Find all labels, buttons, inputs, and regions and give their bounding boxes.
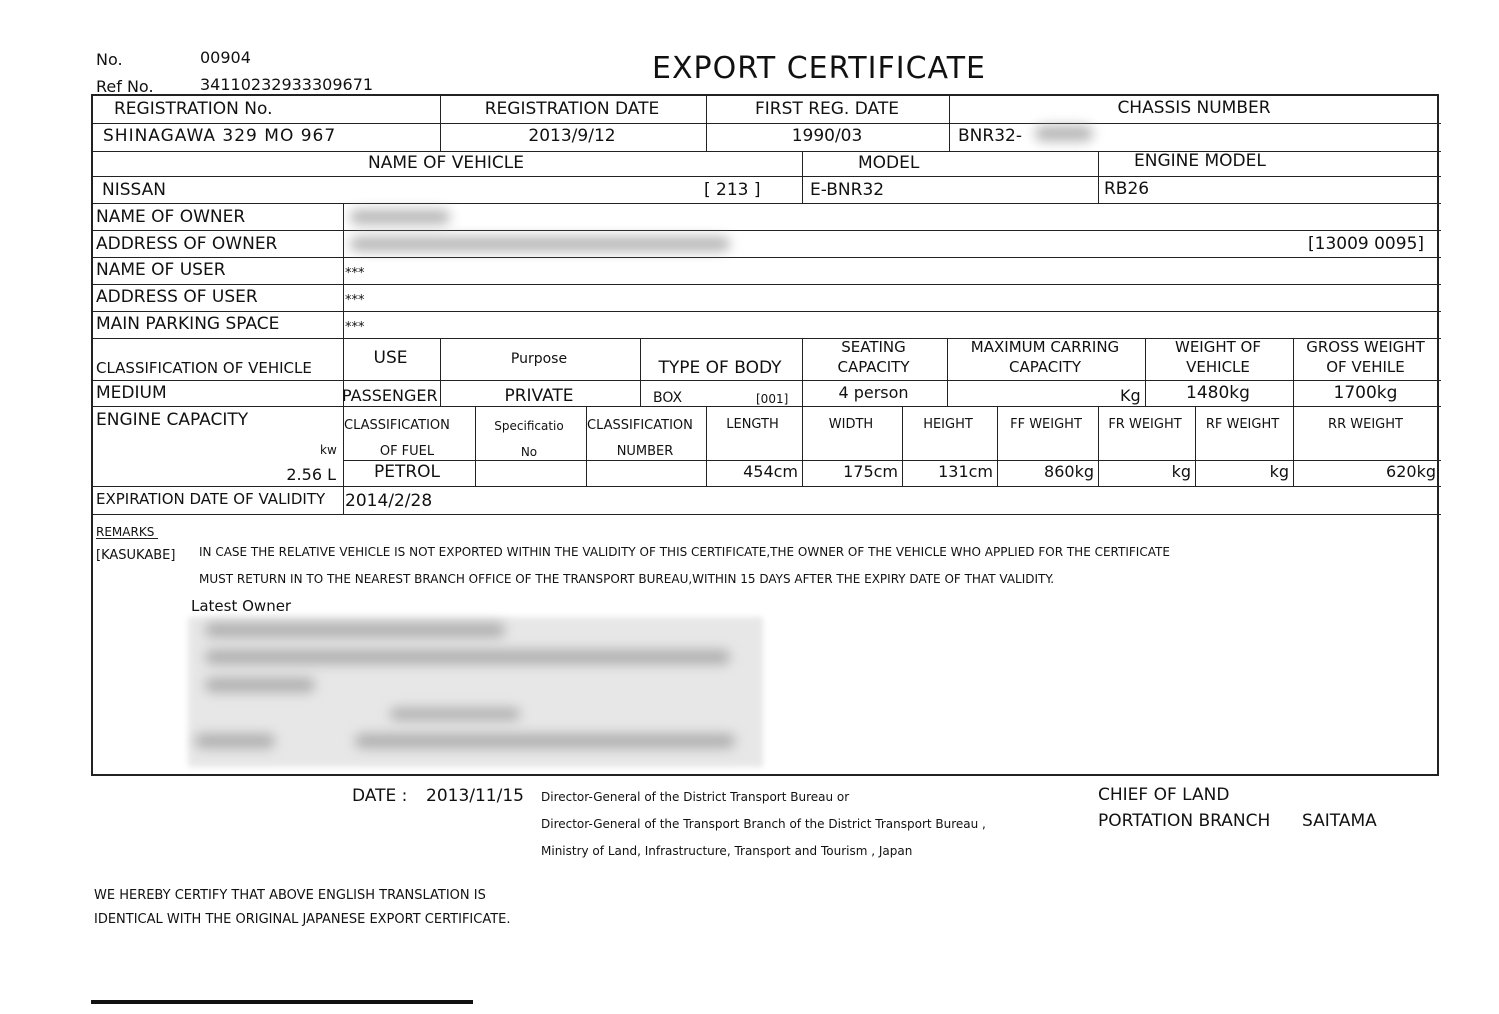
purpose-label: Purpose <box>510 351 568 367</box>
ref-label: Ref No. <box>96 77 154 96</box>
weight-value: 1480kg <box>1186 383 1250 403</box>
weight-label-2: VEHICLE <box>1186 358 1250 376</box>
engine-model-label: ENGINE MODEL <box>1134 151 1266 171</box>
gross-label-2: OF VEHILE <box>1326 358 1405 376</box>
use-label: USE <box>373 348 408 368</box>
reg-no-label: REGISTRATION No. <box>114 99 273 119</box>
purpose-value: PRIVATE <box>504 386 574 406</box>
ff-weight-label: FF WEIGHT <box>1010 417 1082 432</box>
length-label: LENGTH <box>726 417 779 432</box>
reg-date-value: 2013/9/12 <box>528 126 616 146</box>
vehicle-name-label: NAME OF VEHICLE <box>368 153 524 173</box>
parking-label: MAIN PARKING SPACE <box>96 314 280 334</box>
height-value: 131cm <box>938 462 993 481</box>
max-carry-label-1: MAXIMUM CARRING <box>970 338 1120 356</box>
body-label: TYPE OF BODY <box>658 358 782 378</box>
engine-capacity-value: 2.56 L <box>286 465 336 484</box>
first-reg-value: 1990/03 <box>791 126 863 146</box>
rr-weight-value: 620kg <box>1386 462 1436 481</box>
use-value: PASSENGER <box>342 386 438 405</box>
class-value: MEDIUM <box>96 383 167 403</box>
validity-value: 2014/2/28 <box>345 491 433 511</box>
seating-label-1: SEATING <box>841 338 906 356</box>
engine-capacity-label: ENGINE CAPACITY <box>96 410 249 430</box>
max-carry-label-2: CAPACITY <box>1008 358 1082 376</box>
remarks-line-2: MUST RETURN IN TO THE NEAREST BRANCH OFFICE OF THE TRANSPORT BUREAU,WITHIN 15 DAYS AFTER THE EXPIRY DATE OF THAT VALIDITY. <box>199 572 1055 586</box>
owner-address-redaction <box>350 237 730 251</box>
rf-weight-label: RF WEIGHT <box>1205 417 1280 432</box>
certify-line-1: WE HEREBY CERTIFY THAT ABOVE ENGLISH TRANSLATION IS <box>94 888 486 903</box>
length-value: 454cm <box>743 462 798 481</box>
date-value: 2013/11/15 <box>426 786 524 806</box>
latest-owner-label: Latest Owner <box>191 597 292 615</box>
vehicle-code: [ 213 ] <box>704 180 761 200</box>
owner-address-code: [13009 0095] <box>1308 234 1425 254</box>
fuel-label-2: OF FUEL <box>379 444 435 459</box>
user-address-label: ADDRESS OF USER <box>96 287 258 307</box>
chief-line-3: SAITAMA <box>1302 811 1377 831</box>
remarks-office: [KASUKABE] <box>96 548 176 563</box>
class-number-label-2: NUMBER <box>616 444 674 459</box>
ff-weight-value: 860kg <box>1044 462 1094 481</box>
owner-name-label: NAME OF OWNER <box>96 207 246 227</box>
remarks-line-1: IN CASE THE RELATIVE VEHICLE IS NOT EXPORTED WITHIN THE VALIDITY OF THIS CERTIFICATE,THE OWNER OF THE VEHICLE WHO APPLIED FOR THE CERTIFICATE <box>199 545 1170 559</box>
height-label: HEIGHT <box>923 417 973 432</box>
owner-address-label: ADDRESS OF OWNER <box>96 234 278 254</box>
no-value: 00904 <box>200 48 251 67</box>
certify-line-2: IDENTICAL WITH THE ORIGINAL JAPANESE EXPORT CERTIFICATE. <box>94 912 511 927</box>
rr-weight-label: RR WEIGHT <box>1328 417 1403 432</box>
reg-date-label: REGISTRATION DATE <box>484 99 660 119</box>
ref-value: 34110232933309671 <box>200 75 374 94</box>
bottom-rule <box>91 1000 473 1004</box>
gross-value: 1700kg <box>1333 383 1398 403</box>
kw-label: kw <box>320 443 337 457</box>
body-code: [001] <box>756 392 789 406</box>
seating-label-2: CAPACITY <box>837 358 910 376</box>
director-line-1: Director-General of the District Transport Bureau or <box>541 790 850 804</box>
width-label: WIDTH <box>828 417 874 432</box>
model-label: MODEL <box>858 153 920 173</box>
parking-value: *** <box>345 320 365 335</box>
chassis-value: BNR32- <box>958 126 1022 146</box>
fuel-label-1: CLASSIFICATION <box>344 418 450 433</box>
class-label: CLASSIFICATION OF VEHICLE <box>96 359 312 377</box>
date-label: DATE : <box>352 786 408 806</box>
model-value: E-BNR32 <box>810 180 885 200</box>
rf-weight-value: kg <box>1269 462 1289 481</box>
director-line-2: Director-General of the Transport Branch of the District Transport Bureau , <box>541 817 986 831</box>
weight-label-1: WEIGHT OF <box>1174 338 1261 356</box>
user-name-value: *** <box>345 266 365 281</box>
no-label: No. <box>96 50 123 69</box>
seating-value: 4 person <box>838 383 909 402</box>
chassis-label: CHASSIS NUMBER <box>1117 98 1271 118</box>
body-value: BOX <box>653 390 683 406</box>
user-address-value: *** <box>345 293 365 308</box>
gross-label-1: GROSS WEIGHT <box>1306 338 1425 356</box>
fr-weight-value: kg <box>1171 462 1191 481</box>
ministry-line: Ministry of Land, Infrastructure, Transport and Tourism , Japan <box>541 844 913 858</box>
vehicle-name-value: NISSAN <box>102 180 166 200</box>
spec-label-2: No <box>520 445 538 459</box>
fr-weight-label: FR WEIGHT <box>1108 417 1182 432</box>
class-number-label-1: CLASSIFICATION <box>587 418 693 433</box>
user-name-label: NAME OF USER <box>96 260 226 280</box>
owner-name-redaction <box>350 210 450 224</box>
chassis-redaction <box>1035 126 1093 141</box>
max-carry-unit: Kg <box>1120 386 1141 405</box>
validity-label: EXPIRATION DATE OF VALIDITY <box>96 490 326 508</box>
width-value: 175cm <box>843 462 898 481</box>
page-title: EXPORT CERTIFICATE <box>652 51 986 86</box>
chief-line-2: PORTATION BRANCH <box>1098 811 1271 831</box>
spec-label-1: Specificatio <box>494 419 564 433</box>
engine-model-value: RB26 <box>1104 179 1150 199</box>
fuel-value: PETROL <box>373 462 441 482</box>
reg-no-value: SHINAGAWA 329 MO 967 <box>103 126 337 146</box>
remarks-label: REMARKS <box>96 525 155 539</box>
chief-line-1: CHIEF OF LAND <box>1098 785 1230 805</box>
first-reg-label: FIRST REG. DATE <box>755 99 899 119</box>
